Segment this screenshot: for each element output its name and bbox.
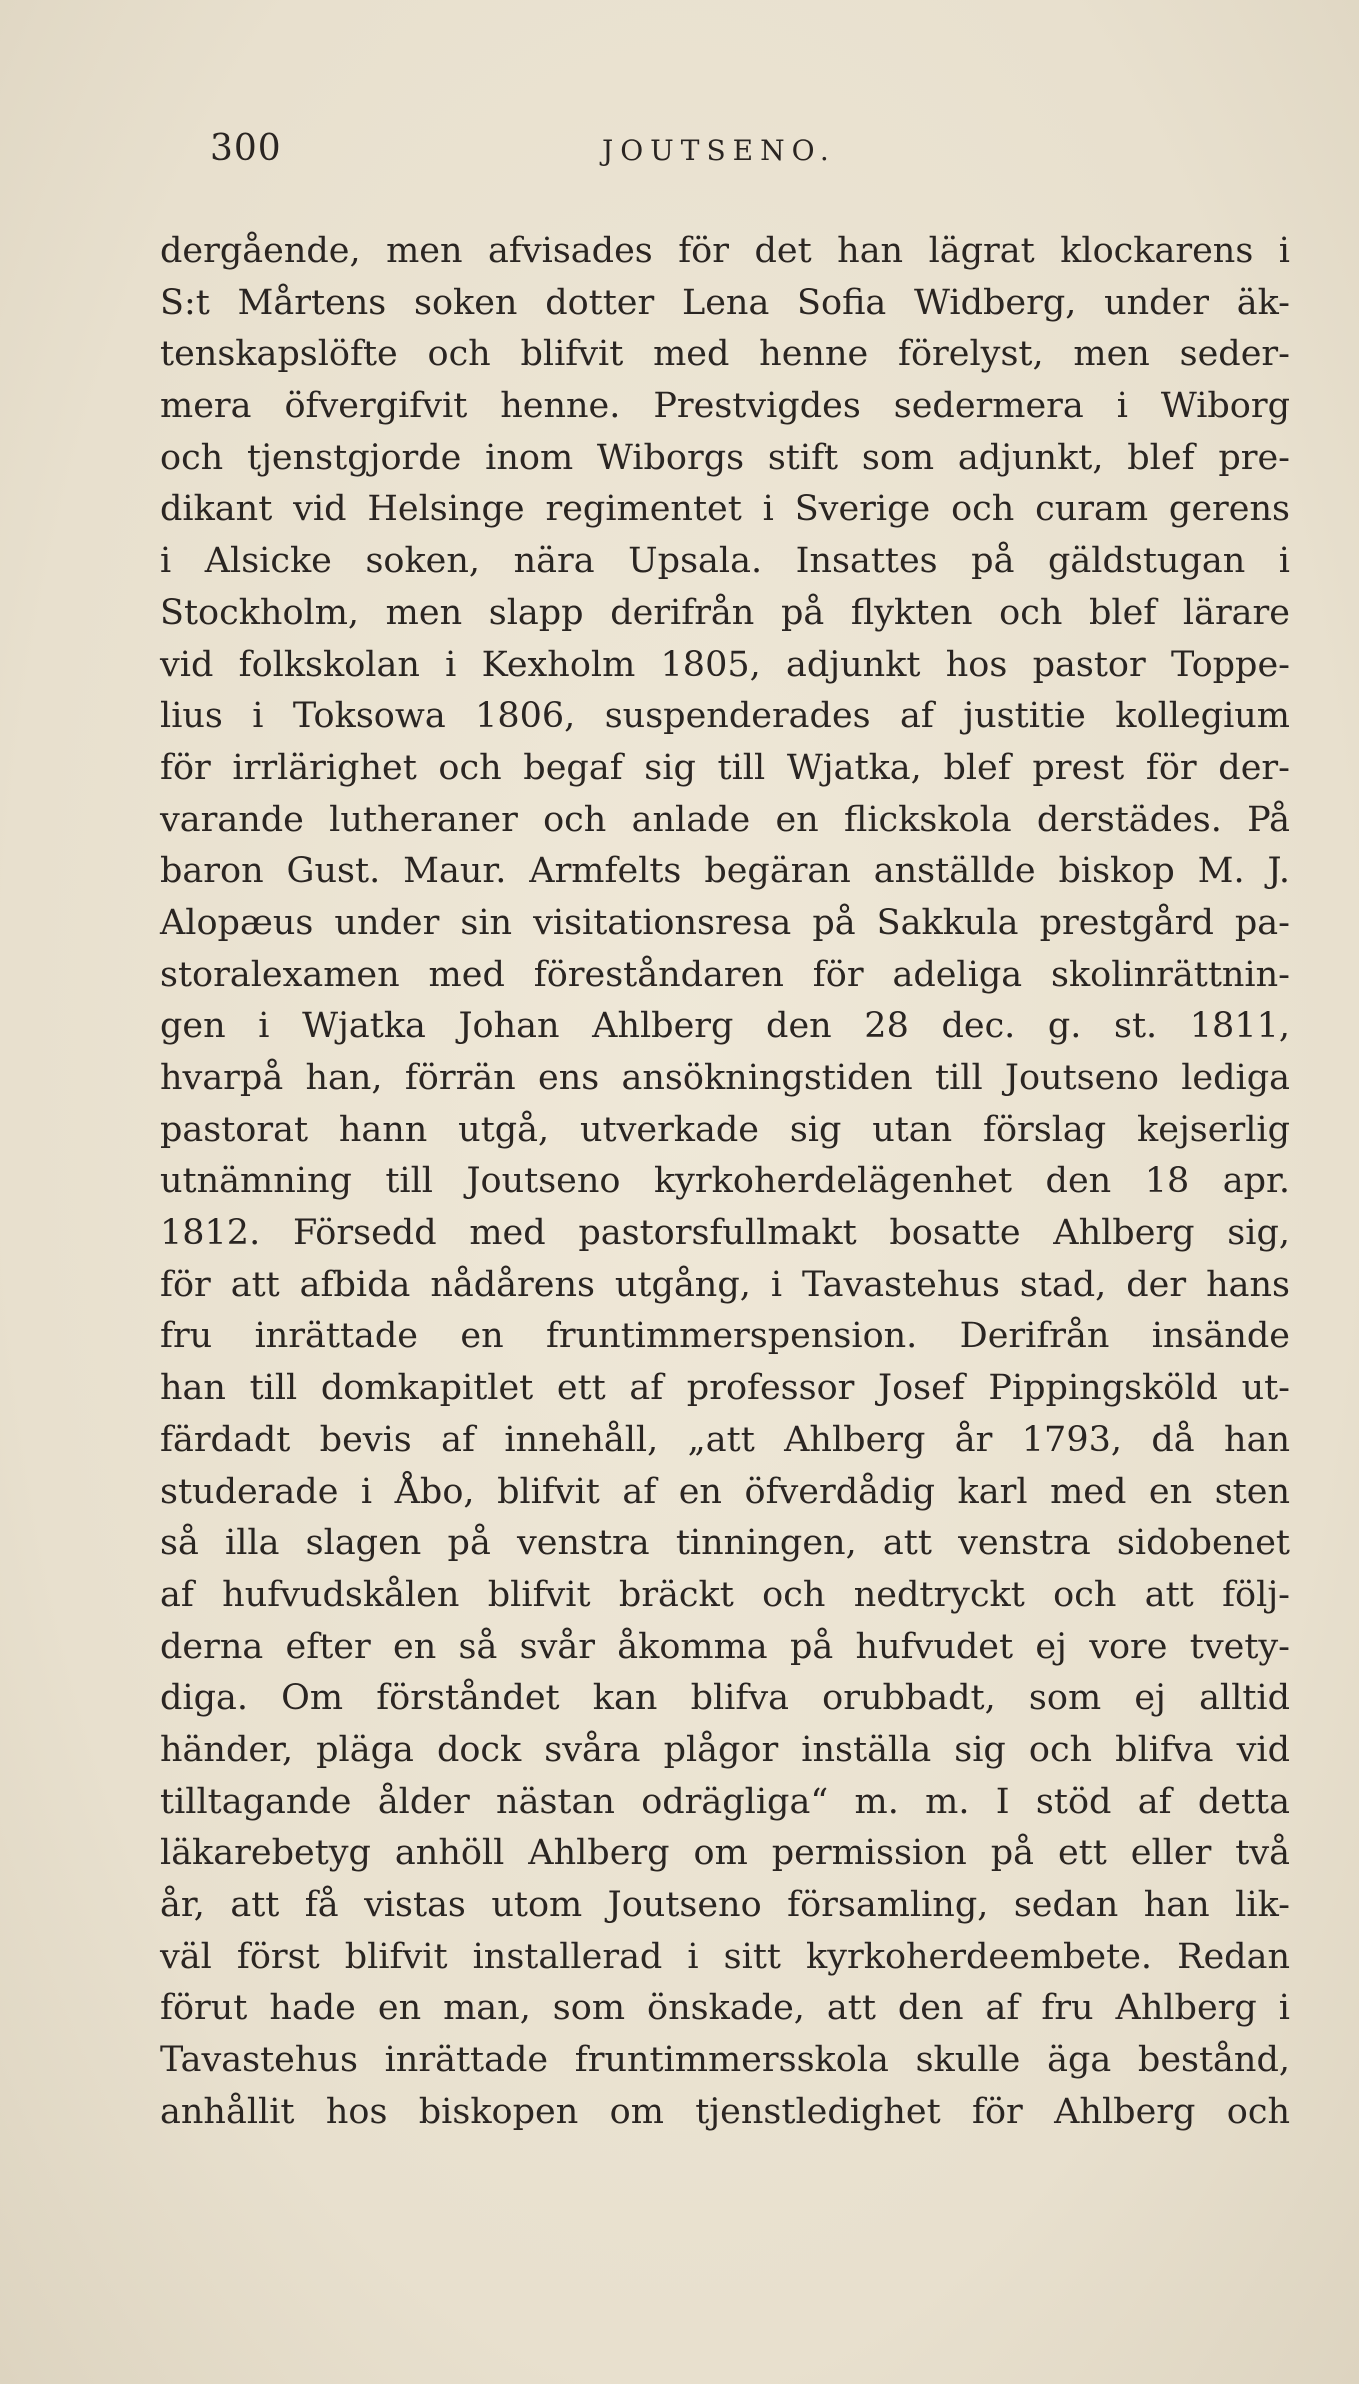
text-line: baron Gust. Maur. Armfelts begäran anställde biskop M. J. [160,851,1290,892]
text-line: vid folkskolan i Kexholm 1805, adjunkt hos pastor Toppe- [160,644,1290,685]
text-line: och tjenstgjorde inom Wiborgs stift som adjunkt, blef pre- [160,437,1290,478]
text-line: fru inrättade en fruntimmerspension. Derifrån insände [160,1316,1290,1357]
text-line: hvarpå han, förrän ens ansökningstiden till Joutseno lediga [160,1058,1290,1098]
text-line: Tavastehus inrättade fruntimmersskola skulle äga bestånd, [160,2040,1290,2081]
text-line: för irrlärighet och begaf sig till Wjatka, blef prest för der- [160,747,1290,788]
text-line: år, att få vistas utom Joutseno församling, sedan han lik- [160,1885,1290,1925]
page-number: 300 [210,128,282,169]
body-text [160,226,1290,2138]
text-line: 1812. Försedd med pastorsfullmakt bosatte Ahlberg sig, [160,1213,1290,1254]
text-line: han till domkapitlet ett af professor Josef Pippingsköld ut- [160,1368,1290,1409]
text-line: derna efter en så svår åkomma på hufvudet ej vore tvety- [160,1626,1290,1667]
text-line: förut hade en man, som önskade, att den af fru Ahlberg i [160,1988,1290,2029]
text-line: för att afbida nådårens utgång, i Tavastehus stad, der hans [160,1264,1290,1305]
text-line: väl först blifvit installerad i sitt kyrkoherdeembete. Redan [160,1936,1290,1977]
text-line: gen i Wjatka Johan Ahlberg den 28 dec. g. st. 1811, [160,1006,1290,1047]
text-line: så illa slagen på venstra tinningen, att venstra sidobenet [160,1523,1290,1564]
text-line: varande lutheraner och anlade en flickskola derstädes. På [160,799,1290,840]
text-line: Stockholm, men slapp derifrån på flykten och blef lärare [160,592,1290,633]
text-line: S:t Mårtens soken dotter Lena Sofia Widberg, under äk- [160,282,1290,323]
text-line: anhållit hos biskopen om tjenstledighet för Ahlberg och [160,2091,1290,2132]
text-line: tilltagande ålder nästan odrägliga“ m. m. I stöd af detta [160,1781,1290,1822]
text-line: tenskapslöfte och blifvit med henne förelyst, men seder- [160,334,1290,375]
running-head: JOUTSENO. [602,134,836,167]
text-line: lius i Toksowa 1806, suspenderades af justitie kollegium [160,696,1290,737]
text-line: pastorat hann utgå, utverkade sig utan förslag kejserlig [160,1109,1290,1150]
text-line: läkarebetyg anhöll Ahlberg om permission på ett eller två [160,1833,1290,1874]
text-line: färdadt bevis af innehåll, „att Ahlberg år 1793, då han [160,1419,1290,1460]
text-line: dergående, men afvisades för det han lägrat klockarens i [160,231,1290,271]
text-line: mera öfvergifvit henne. Prestvigdes sedermera i Wiborg [160,386,1290,427]
text-line: af hufvudskålen blifvit bräckt och nedtryckt och att följ- [160,1574,1290,1615]
text-line: studerade i Åbo, blifvit af en öfverdådig karl med en sten [160,1471,1290,1512]
text-line: händer, pläga dock svåra plågor inställa sig och blifva vid [160,1729,1290,1770]
text-line: Alopæus under sin visitationsresa på Sakkula prestgård pa- [160,902,1290,943]
text-line: i Alsicke soken, nära Upsala. Insattes på gäldstugan i [160,541,1290,582]
text-line: utnämning till Joutseno kyrkoherdelägenhet den 18 apr. [160,1161,1290,1202]
text-line: storalexamen med föreståndaren för adeliga skolinrättnin- [160,954,1290,995]
text-line: dikant vid Helsinge regimentet i Sverige och curam gerens [160,489,1290,530]
page-header [210,128,1290,188]
text-line: diga. Om förståndet kan blifva orubbadt, som ej alltid [160,1678,1290,1719]
